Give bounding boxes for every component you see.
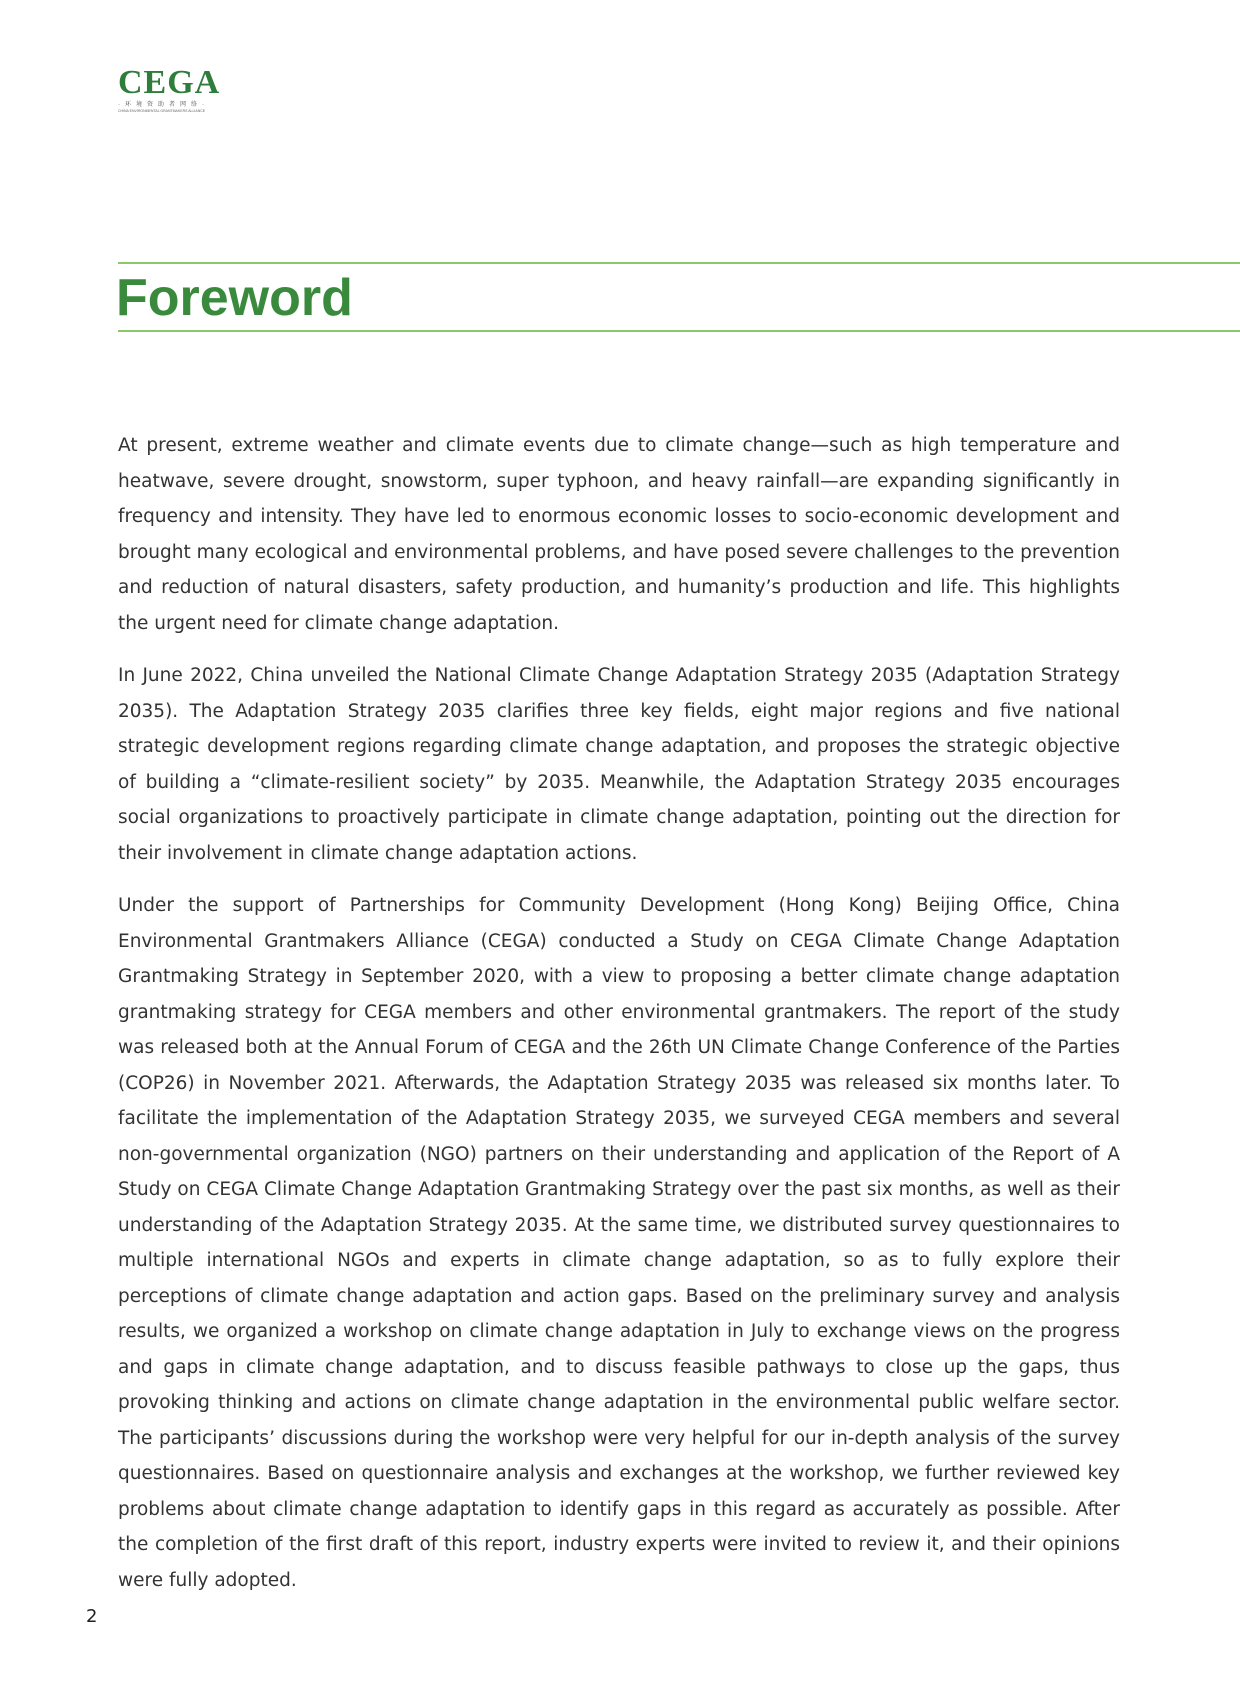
paragraph: Under the support of Partnerships for Community Development (Hong Kong) Beijing Office, China Environmental Grantmakers Alliance (CEGA) conducted a Study on CEGA Climate Change Adaptation Grantmaking Strategy in September 2020, with a view to proposing a better climate change adaptation grantmaking strategy for CEGA members and other environmental grantmakers. The report of the study was released both at the Annual Forum of CEGA and the 26th UN Climate Change Conference of the Parties (COP26) in November 2021. Afterwards, the Adaptation Strategy 2035 was released six months later. To facilitate the implementation of the Adaptation Strategy 2035, we surveyed CEGA members and several non-governmental organization (NGO) partners on their understanding and application of the Report of A Study on CEGA Climate Change Adaptation Grantmaking Strategy over the past six months, as well as their understanding of the Adaptation Strategy 2035. At the same time, we distributed survey questionnaires to multiple international NGOs and experts in climate change adaptation, so as to fully explore their perceptions of climate change adaptation and action gaps. Based on the preliminary survey and analysis results, we organized a workshop on climate change adaptation in July to exchange views on the progress and gaps in climate change adaptation, and to discuss feasible pathways to close up the gaps, thus provoking thinking and actions on climate change adaptation in the environmental public welfare sector. The participants’ discussions during the workshop were very helpful for our in-depth analysis of the survey questionnaires. Based on questionnaire analysis and exchanges at the workshop, we further reviewed key problems about climate change adaptation to identify gaps in this regard as accurately as possible. After the completion of the first draft of this report, industry experts were invited to review it, and their opinions were fully adopted. [118,895,1120,1591]
logo-subtitle-cn: ·环境资助者网络· [118,102,209,108]
paragraph: In June 2022, China unveiled the National Climate Change Adaptation Strategy 2035 (Adaptation Strategy 2035). The Adaptation Strategy 2035 clarifies three key fields, eight major regions and five national strategic development regions regarding climate change adaptation, and proposes the strategic objective of building a “climate-resilient society” by 2035. Meanwhile, the Adaptation Strategy 2035 encourages social organizations to proactively participate in climate change adaptation, pointing out the direction for their involvement in climate change adaptation actions. [118,665,1120,864]
foreword-body [118,428,1120,1615]
page-number: 2 [86,1606,98,1627]
page-title: Foreword [116,269,353,327]
cega-logo [118,64,221,114]
logo-text: CEGA [118,64,221,101]
logo-wordmark [118,64,221,101]
logo-subtitle-en: CHINA ENVIRONMENTAL GRANTMAKERS ALLIANCE [118,109,206,113]
title-rule-bottom [118,330,1240,332]
paragraph: At present, extreme weather and climate events due to climate change—such as high temperature and heatwave, severe drought, snowstorm, super typhoon, and heavy rainfall—are expanding significantly in frequency and intensity. They have led to enormous economic losses to socio-economic development and brought many ecological and environmental problems, and have posed severe challenges to the prevention and reduction of natural disasters, safety production, and humanity’s production and life. This highlights the urgent need for climate change adaptation. [118,435,1120,634]
title-rule-top [118,262,1240,264]
